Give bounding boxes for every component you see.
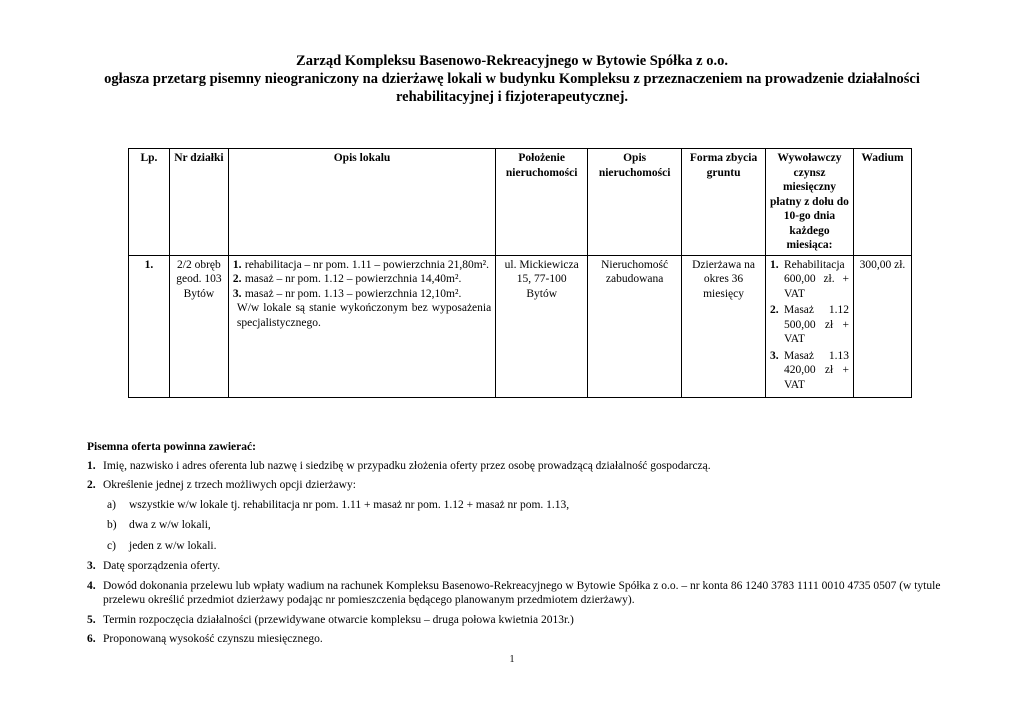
cell-lp: 1. [129,255,170,397]
czynsz-item-number: 3. [769,349,779,362]
cell-polozenie: ul. Mickiewicza 15, 77-100 Bytów [496,255,588,397]
czynsz-item-number: 2. [769,304,779,316]
cell-opis-lokalu [228,255,495,397]
header-opis-lokalu: Opis lokalu [228,149,495,256]
opis-item-text: rehabilitacja – nr pom. 1.11 – powierzchnia 21,80m². [244,258,489,271]
document-header [60,52,964,106]
option-letter: b) [107,519,117,531]
cell-nr-dzialki: 2/2 obręb geod. 103 Bytów [169,255,228,397]
option-text: dwa z w/w lokali, [129,519,211,531]
table-row [129,255,912,397]
header-nr-dzialki: Nr działki [169,149,228,256]
list-item-text: Proponowaną wysokość czynszu miesięcznego. [103,633,323,645]
header-line-3: rehabilitacyjnej i fizjoterapeutycznej. [395,89,629,105]
opis-item-number: 3. [232,287,242,300]
requirements-title: Pisemna oferta powinna zawierać: [87,441,256,453]
opis-item [233,287,491,302]
list-item-number: 4. [87,579,96,592]
option-item [107,539,967,554]
option-letter: a) [107,498,116,511]
list-item-number: 6. [87,633,96,645]
option-item [107,498,967,513]
list-item [87,613,967,628]
czynsz-item-text: Masaż 1.12 500,00 zł + VAT [783,304,849,345]
list-item [87,632,967,647]
option-text: jeden z w/w lokali. [129,539,217,552]
czynsz-item [770,303,849,347]
list-item-text: Datę sporządzenia oferty. [103,560,221,572]
option-letter: c) [107,539,116,552]
list-item [87,579,967,608]
cell-czynsz [765,255,853,397]
opis-item-number: 1. [232,258,242,271]
list-item-text: Określenie jednej z trzech możliwych opcji dzierżawy: [103,479,356,491]
list-item-text: Termin rozpoczęcia działalności (przewidywane otwarcie kompleksu – druga połowa kwietnia 2013r.) [103,613,574,626]
header-forma-zbycia: Forma zbycia gruntu [682,149,766,256]
option-text: wszystkie w/w lokale tj. rehabilitacja nr pom. 1.11 + masaż nr pom. 1.12 + masaż nr pom. 1.13, [129,498,570,511]
header-opis-nieruchomosci: Opis nieruchomości [588,149,682,256]
list-item-number: 1. [87,459,96,472]
header-line-2: ogłasza przetarg pisemny nieograniczony na dzierżawę lokali w budynku Kompleksu z przeznaczeniem na prowadzenie działalności [104,71,920,87]
czynsz-item-text: Masaż 1.13 420,00 zł + VAT [783,349,849,391]
opis-item [233,272,491,287]
list-item-number: 5. [87,613,96,626]
requirements-section [87,440,967,652]
list-item-text: Dowód dokonania przelewu lub wpłaty wadium na rachunek Kompleksu Basenowo-Rekreacyjnego w Bytowie Spółka z o.o. – nr konta 86 1240 3783 1111 0010 4735 0507 (w tytule przelewu określić przedmiot dzierżawy podając nr pomieszczenia będącego planowanym przedmiotem dzierżawy). [103,579,941,606]
opis-note: W/w lokale są stanie wykończonym bez wyposażenia specjalistycznego. [236,302,492,329]
list-item-text: Imię, nazwisko i adres oferenta lub nazwę i siedzibę w przypadku złożenia oferty przez osobę prowadzącą działalność gospodarczą. [103,459,711,472]
page-number: 1 [509,654,515,665]
opis-item [233,258,491,273]
opis-item-number: 2. [232,273,242,285]
header-czynsz: Wywoławczy czynsz miesięczny płatny z dołu do 10-go dnia każdego miesiąca: [765,149,853,256]
header-lp: Lp. [129,149,170,256]
czynsz-item-text: Rehabilitacja 600,00 zł. + VAT [783,258,849,300]
list-item-number: 2. [87,479,96,491]
option-item [107,518,967,533]
czynsz-item [770,258,849,302]
list-item [87,478,967,493]
header-line-1: Zarząd Kompleksu Basenowo-Rekreacyjnego w Bytowie Spółka z o.o. [296,53,728,69]
list-item [87,459,967,474]
cell-forma-zbycia: Dzierżawa na okres 36 miesięcy [682,255,766,397]
cell-wadium: 300,00 zł. [853,255,911,397]
opis-item-text: masaż – nr pom. 1.13 – powierzchnia 12,10m². [244,287,462,300]
table-header-row [129,149,912,256]
cell-opis-nieruchomosci: Nieruchomość zabudowana [588,255,682,397]
list-item-number: 3. [87,560,96,572]
czynsz-item [770,349,849,393]
lease-table [128,148,912,398]
czynsz-item-number: 1. [769,258,779,271]
opis-item-text: masaż – nr pom. 1.12 – powierzchnia 14,40m². [244,273,462,285]
list-item [87,559,967,574]
header-wadium: Wadium [853,149,911,256]
header-polozenie: Położenie nieruchomości [496,149,588,256]
